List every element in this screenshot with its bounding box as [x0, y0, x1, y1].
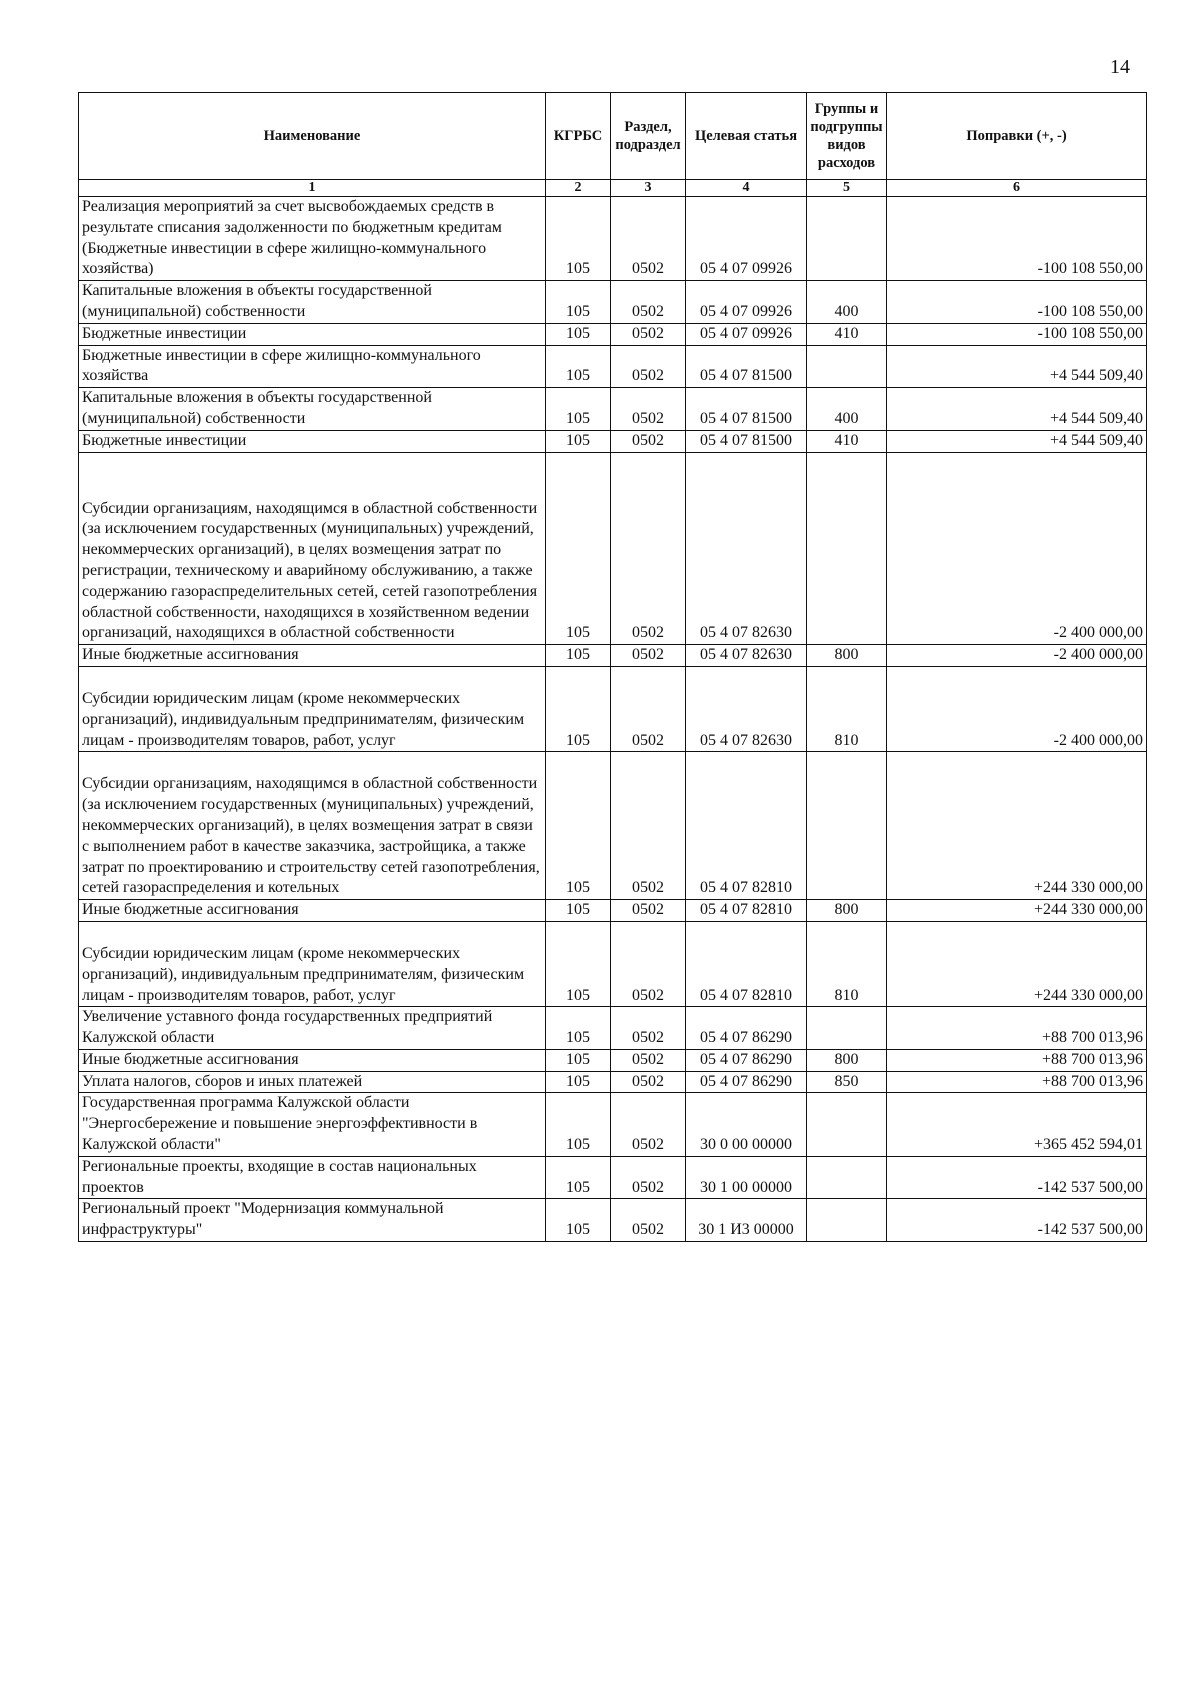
row-kgrbs: 105 — [546, 666, 611, 751]
col-number: 3 — [611, 180, 686, 197]
row-name: Бюджетные инвестиции — [79, 323, 546, 345]
row-amount: -2 400 000,00 — [887, 645, 1147, 667]
row-name: Иные бюджетные ассигнования — [79, 900, 546, 922]
row-section: 0502 — [611, 452, 686, 645]
row-amount: +244 330 000,00 — [887, 921, 1147, 1006]
budget-amendments-table — [78, 92, 1147, 1242]
table-row — [79, 1049, 1147, 1071]
row-group: 810 — [807, 666, 887, 751]
row-target: 05 4 07 81500 — [686, 345, 807, 388]
row-target: 05 4 07 82810 — [686, 752, 807, 900]
row-amount: -142 537 500,00 — [887, 1199, 1147, 1242]
row-section: 0502 — [611, 1049, 686, 1071]
row-amount: +4 544 509,40 — [887, 345, 1147, 388]
row-name: Капитальные вложения в объекты государственной (муниципальной) собственности — [79, 281, 546, 324]
row-group: 810 — [807, 921, 887, 1006]
table-row — [79, 197, 1147, 281]
row-kgrbs: 105 — [546, 281, 611, 324]
row-group: 800 — [807, 1049, 887, 1071]
row-amount: +88 700 013,96 — [887, 1049, 1147, 1071]
row-kgrbs: 105 — [546, 1093, 611, 1156]
table-row — [79, 752, 1147, 900]
row-amount: +365 452 594,01 — [887, 1093, 1147, 1156]
row-amount: -100 108 550,00 — [887, 281, 1147, 324]
header-groups: Группы и подгруппы видов расходов — [807, 93, 887, 180]
row-name: Уплата налогов, сборов и иных платежей — [79, 1071, 546, 1093]
col-number: 1 — [79, 180, 546, 197]
row-amount: +88 700 013,96 — [887, 1071, 1147, 1093]
row-section: 0502 — [611, 1007, 686, 1050]
column-number-row — [79, 180, 1147, 197]
col-number: 5 — [807, 180, 887, 197]
row-target: 05 4 07 86290 — [686, 1007, 807, 1050]
row-section: 0502 — [611, 430, 686, 452]
row-group — [807, 1007, 887, 1050]
table-row — [79, 1071, 1147, 1093]
page-number: 14 — [1110, 56, 1130, 78]
header-kgrbs: КГРБС — [546, 93, 611, 180]
row-name: Региональные проекты, входящие в состав национальных проектов — [79, 1156, 546, 1199]
table-row — [79, 1093, 1147, 1156]
table-row — [79, 323, 1147, 345]
row-amount: -2 400 000,00 — [887, 666, 1147, 751]
row-section: 0502 — [611, 345, 686, 388]
row-group — [807, 345, 887, 388]
row-amount: +4 544 509,40 — [887, 388, 1147, 431]
row-kgrbs: 105 — [546, 1156, 611, 1199]
row-kgrbs: 105 — [546, 752, 611, 900]
row-group: 850 — [807, 1071, 887, 1093]
row-section: 0502 — [611, 1071, 686, 1093]
row-target: 05 4 07 82810 — [686, 900, 807, 922]
row-name: Субсидии организациям, находящимся в областной собственности (за исключением государственных (муниципальных) учреждений, некоммерческих организаций), в целях возмещения затрат в связи с выполнением работ в качестве заказчика, застройщика, а также затрат по проектированию и строительству сетей газопотребления, сетей газораспределения и котельных — [79, 752, 546, 900]
row-group: 400 — [807, 388, 887, 431]
row-kgrbs: 105 — [546, 197, 611, 281]
table-header-row — [79, 93, 1147, 180]
row-group: 400 — [807, 281, 887, 324]
row-kgrbs: 105 — [546, 1071, 611, 1093]
header-amendments: Поправки (+, -) — [887, 93, 1147, 180]
row-group — [807, 1199, 887, 1242]
row-kgrbs: 105 — [546, 921, 611, 1006]
row-kgrbs: 105 — [546, 645, 611, 667]
row-target: 05 4 07 81500 — [686, 388, 807, 431]
row-target: 05 4 07 82810 — [686, 921, 807, 1006]
row-section: 0502 — [611, 921, 686, 1006]
table-row — [79, 1007, 1147, 1050]
row-group: 410 — [807, 430, 887, 452]
table-row — [79, 921, 1147, 1006]
row-section: 0502 — [611, 281, 686, 324]
row-amount: +244 330 000,00 — [887, 900, 1147, 922]
table-row — [79, 388, 1147, 431]
row-kgrbs: 105 — [546, 1199, 611, 1242]
row-name: Субсидии юридическим лицам (кроме некоммерческих организаций), индивидуальным предпринимателям, физическим лицам - производителям товаров, работ, услуг — [79, 921, 546, 1006]
row-target: 05 4 07 86290 — [686, 1071, 807, 1093]
row-amount: -100 108 550,00 — [887, 197, 1147, 281]
row-name: Субсидии организациям, находящимся в областной собственности (за исключением государственных (муниципальных) учреждений, некоммерческих организаций), в целях возмещения затрат по регистрации, техническому и аварийному обслуживанию, а также содержанию газораспределительных сетей, сетей газопотребления областной собственности, находящихся в хозяйственном ведении организаций, находящихся в областной собственности — [79, 452, 546, 645]
row-group: 800 — [807, 645, 887, 667]
table-row — [79, 900, 1147, 922]
row-target: 30 1 И3 00000 — [686, 1199, 807, 1242]
row-amount: -2 400 000,00 — [887, 452, 1147, 645]
row-section: 0502 — [611, 197, 686, 281]
row-section: 0502 — [611, 323, 686, 345]
row-target: 05 4 07 81500 — [686, 430, 807, 452]
row-section: 0502 — [611, 666, 686, 751]
header-name: Наименование — [79, 93, 546, 180]
row-group: 410 — [807, 323, 887, 345]
row-target: 30 0 00 00000 — [686, 1093, 807, 1156]
row-group: 800 — [807, 900, 887, 922]
row-name: Бюджетные инвестиции в сфере жилищно-коммунального хозяйства — [79, 345, 546, 388]
row-name: Иные бюджетные ассигнования — [79, 645, 546, 667]
row-section: 0502 — [611, 900, 686, 922]
row-name: Иные бюджетные ассигнования — [79, 1049, 546, 1071]
row-section: 0502 — [611, 752, 686, 900]
table-row — [79, 430, 1147, 452]
row-target: 05 4 07 86290 — [686, 1049, 807, 1071]
row-name: Капитальные вложения в объекты государственной (муниципальной) собственности — [79, 388, 546, 431]
row-target: 05 4 07 09926 — [686, 197, 807, 281]
row-name: Субсидии юридическим лицам (кроме некоммерческих организаций), индивидуальным предпринимателям, физическим лицам - производителям товаров, работ, услуг — [79, 666, 546, 751]
row-amount: -100 108 550,00 — [887, 323, 1147, 345]
row-amount: +4 544 509,40 — [887, 430, 1147, 452]
row-target: 05 4 07 82630 — [686, 452, 807, 645]
row-name: Государственная программа Калужской области "Энергосбережение и повышение энергоэффективности в Калужской области" — [79, 1093, 546, 1156]
row-group — [807, 1093, 887, 1156]
row-group — [807, 1156, 887, 1199]
col-number: 2 — [546, 180, 611, 197]
row-name: Реализация мероприятий за счет высвобождаемых средств в результате списания задолженности по бюджетным кредитам (Бюджетные инвестиции в сфере жилищно-коммунального хозяйства) — [79, 197, 546, 281]
row-amount: +244 330 000,00 — [887, 752, 1147, 900]
row-group — [807, 752, 887, 900]
table-row — [79, 452, 1147, 645]
row-kgrbs: 105 — [546, 1049, 611, 1071]
row-section: 0502 — [611, 1156, 686, 1199]
table-row — [79, 1156, 1147, 1199]
table-row — [79, 281, 1147, 324]
row-kgrbs: 105 — [546, 1007, 611, 1050]
row-target: 05 4 07 09926 — [686, 281, 807, 324]
row-kgrbs: 105 — [546, 452, 611, 645]
row-kgrbs: 105 — [546, 430, 611, 452]
header-target: Целевая статья — [686, 93, 807, 180]
table-row — [79, 666, 1147, 751]
row-kgrbs: 105 — [546, 900, 611, 922]
row-target: 05 4 07 82630 — [686, 645, 807, 667]
row-name: Региональный проект "Модернизация коммунальной инфраструктуры" — [79, 1199, 546, 1242]
table-body — [79, 197, 1147, 1242]
row-kgrbs: 105 — [546, 388, 611, 431]
table-row — [79, 1199, 1147, 1242]
col-number: 6 — [887, 180, 1147, 197]
row-name: Увеличение уставного фонда государственных предприятий Калужской области — [79, 1007, 546, 1050]
row-section: 0502 — [611, 1093, 686, 1156]
row-section: 0502 — [611, 645, 686, 667]
table-row — [79, 645, 1147, 667]
row-section: 0502 — [611, 1199, 686, 1242]
row-kgrbs: 105 — [546, 323, 611, 345]
row-target: 05 4 07 82630 — [686, 666, 807, 751]
row-amount: -142 537 500,00 — [887, 1156, 1147, 1199]
row-section: 0502 — [611, 388, 686, 431]
row-name: Бюджетные инвестиции — [79, 430, 546, 452]
row-target: 05 4 07 09926 — [686, 323, 807, 345]
table-row — [79, 345, 1147, 388]
row-group — [807, 452, 887, 645]
row-target: 30 1 00 00000 — [686, 1156, 807, 1199]
row-kgrbs: 105 — [546, 345, 611, 388]
row-group — [807, 197, 887, 281]
header-section: Раздел, подраздел — [611, 93, 686, 180]
col-number: 4 — [686, 180, 807, 197]
row-amount: +88 700 013,96 — [887, 1007, 1147, 1050]
